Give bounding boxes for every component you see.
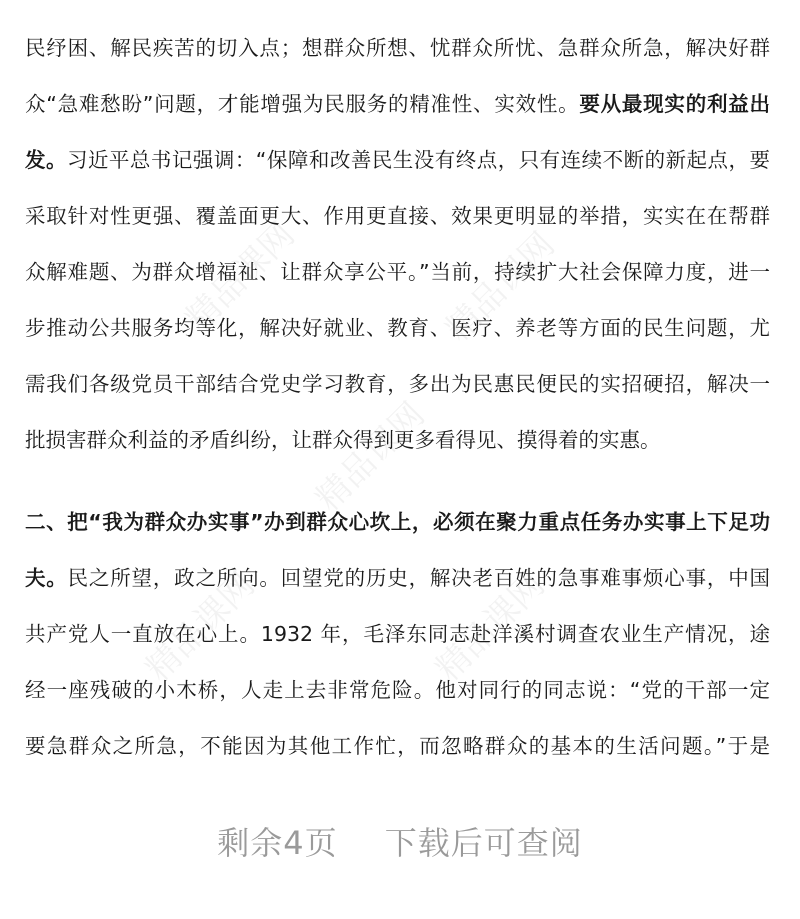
body-text: 民之所望，政之所向。回望党的历史，解决老百姓的急事难事烦心事，中国 (67, 566, 771, 590)
watermark: 精品课网 (138, 564, 263, 690)
body-text: 众“急难愁盼”问题，才能增强为民服务的精准性、实效性。 (25, 92, 580, 116)
watermark: 精品课网 (178, 214, 303, 340)
body-text: 习近平总书记强调：“保障和改善民生没有终点，只有连续不断的新起点，要 (66, 148, 770, 172)
text-line (25, 419, 770, 475)
watermark: 精品课网 (438, 224, 563, 350)
text-line (25, 363, 770, 419)
body-text: 要急群众之所急，不能因为其他工作忙，而忽略群众的基本的生活问题。”于是 (25, 734, 770, 758)
text-line (25, 725, 770, 781)
paragraph (25, 501, 770, 781)
text-line (25, 307, 770, 363)
bold-text: 夫。 (25, 566, 68, 590)
body-text: 批损害群众利益的矛盾纠纷，让群众得到更多看得见、摸得着的实惠。 (25, 428, 661, 452)
text-line (25, 613, 770, 669)
text-line (25, 251, 770, 307)
body-text: 需我们各级党员干部结合党史学习教育，多出为民惠民便民的实招硬招，解决一 (25, 372, 770, 396)
body-text: 众解难题、为群众增福祉、让群众享公平。”当前，持续扩大社会保障力度，进一 (25, 260, 770, 284)
watermark: 精品课网 (428, 564, 553, 690)
text-line (25, 83, 770, 139)
paragraph (25, 27, 770, 475)
text-line (25, 557, 770, 613)
body-text: 经一座残破的小木桥，人走上去非常危险。他对同行的同志说：“党的干部一定 (25, 678, 770, 702)
body-text: 共产党人一直放在心上。1932 年，毛泽东同志赴洋溪村调查农业生产情况，途 (25, 622, 770, 646)
text-line (25, 195, 770, 251)
text-line (25, 27, 770, 83)
body-text: 采取针对性更强、覆盖面更大、作用更直接、效果更明显的举措，实实在在帮群 (25, 204, 770, 228)
document-body (25, 27, 770, 781)
body-text: 步推动公共服务均等化，解决好就业、教育、医疗、养老等方面的民生问题，尤 (25, 316, 770, 340)
body-text: 民纾困、解民疾苦的切入点；想群众所想、忧群众所忧、急群众所急，解决好群 (25, 36, 770, 60)
watermark: 精品课网 (308, 394, 433, 520)
download-prompt[interactable] (0, 818, 800, 864)
bold-text: 发。 (25, 148, 67, 172)
remaining-pages-text: 剩余4页 (217, 824, 338, 862)
text-line (25, 139, 770, 195)
bold-text: 要从最现实的利益出 (579, 92, 770, 116)
download-to-view-text[interactable]: 下载后可查阅 (384, 824, 583, 862)
text-line (25, 501, 770, 557)
paragraph-gap (25, 475, 770, 501)
bold-text: 二、把“我为群众办实事”办到群众心坎上，必须在聚力重点任务办实事上下足功 (25, 510, 770, 534)
text-line (25, 669, 770, 725)
